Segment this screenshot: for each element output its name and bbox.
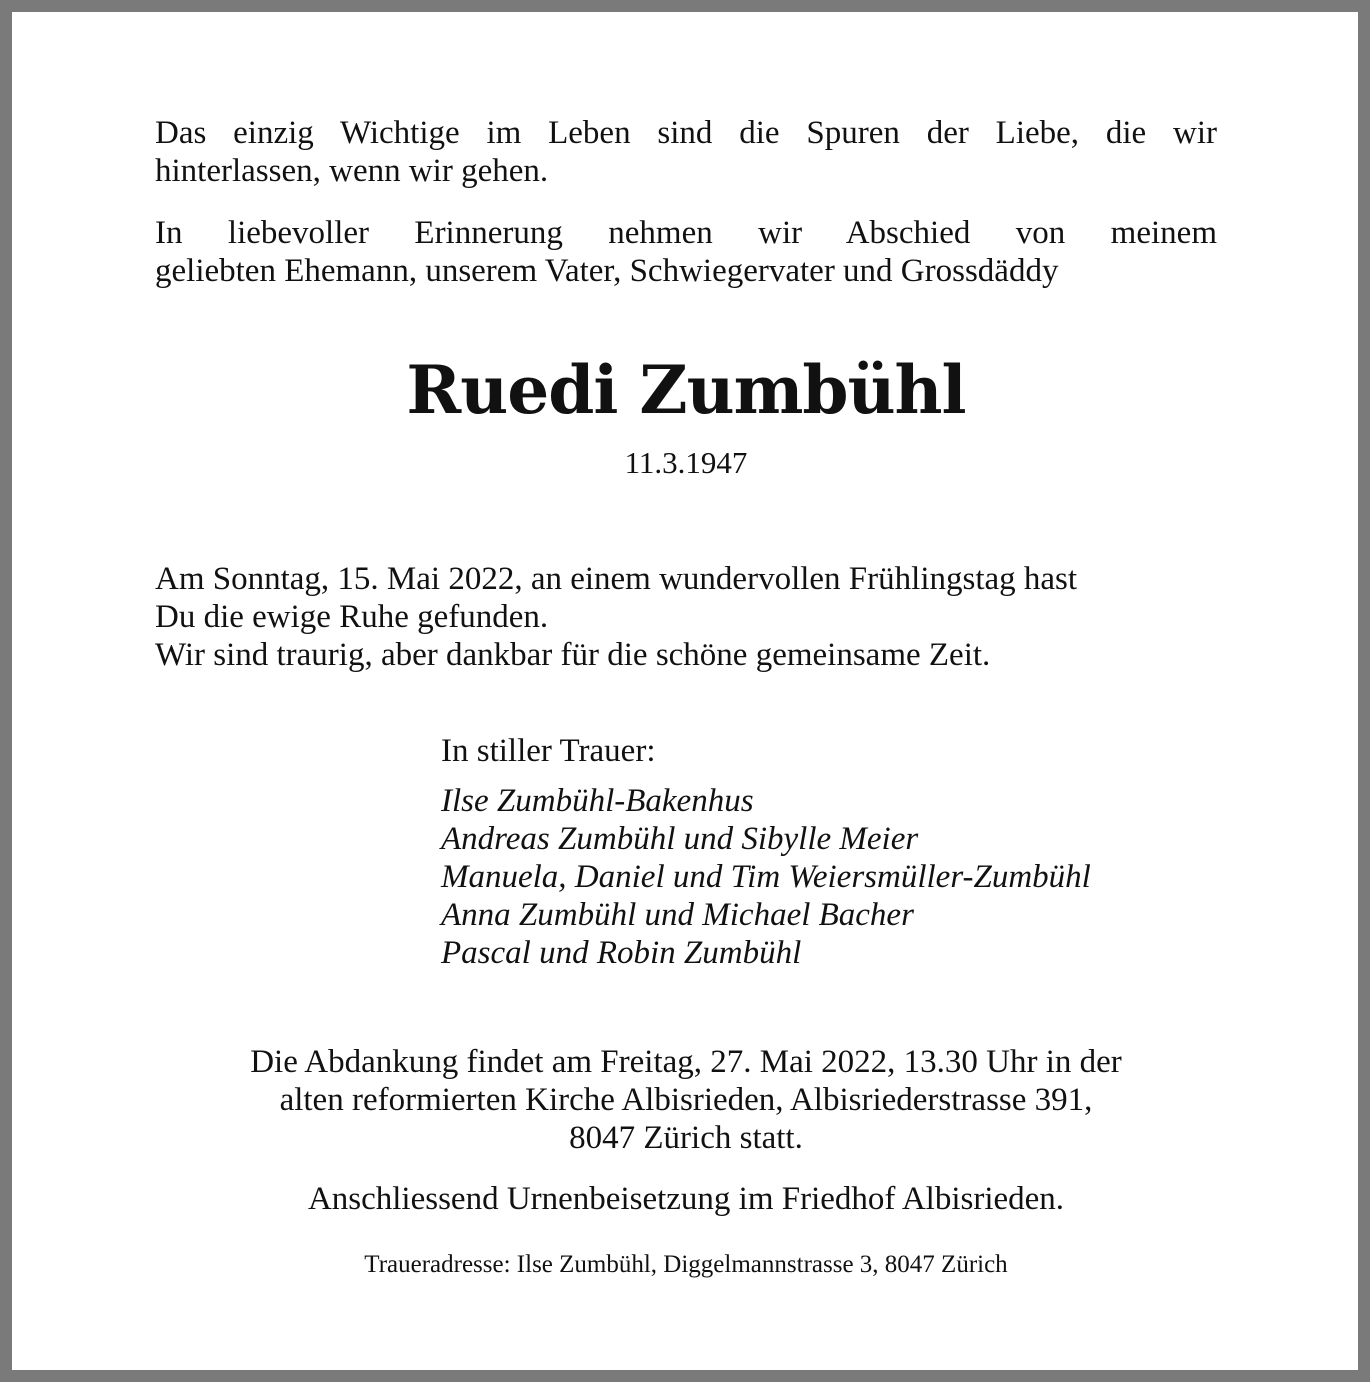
intro-text	[155, 214, 1217, 290]
mourner-name: Manuela, Daniel und Tim Weiersmüller-Zumbühl	[441, 859, 1091, 895]
birth-date: 11.3.1947	[624, 445, 748, 480]
mourner-name: Anna Zumbühl und Michael Bacher	[441, 897, 914, 933]
ceremony-line-3: 8047 Zürich statt.	[569, 1120, 803, 1156]
mourners-list	[441, 732, 1091, 972]
mourner-name: Pascal und Robin Zumbühl	[441, 935, 802, 971]
ceremony-info	[155, 1043, 1217, 1157]
mourner-name: Andreas Zumbühl und Sibylle Meier	[441, 821, 919, 857]
farewell-message	[155, 560, 1217, 674]
obituary-page	[12, 12, 1358, 1370]
intro-line-1: In liebevoller Erinnerung nehmen wir Abschied von meinem	[155, 215, 1217, 251]
mourner-name: Ilse Zumbühl-Bakenhus	[441, 783, 754, 819]
message-line-3: Wir sind traurig, aber dankbar für die schöne gemeinsame Zeit.	[155, 637, 991, 673]
motto-line-1: Das einzig Wichtige im Leben sind die Spuren der Liebe, die wir	[155, 115, 1217, 151]
burial-info: Anschliessend Urnenbeisetzung im Friedhof Albisrieden.	[307, 1181, 1065, 1217]
intro-line-2: geliebten Ehemann, unserem Vater, Schwiegervater und Grossdäddy	[155, 253, 1059, 289]
deceased-name: Ruedi Zumbühl	[406, 351, 966, 429]
mourners-heading: In stiller Trauer:	[441, 733, 656, 769]
message-line-1: Am Sonntag, 15. Mai 2022, an einem wundervollen Frühlingstag hast	[155, 561, 1078, 597]
ceremony-line-2: alten reformierten Kirche Albisrieden, Albisriederstrasse 391,	[279, 1082, 1093, 1118]
ceremony-line-1: Die Abdankung findet am Freitag, 27. Mai 2022, 13.30 Uhr in der	[250, 1044, 1122, 1080]
motto-quote	[155, 114, 1217, 190]
motto-line-2: hinterlassen, wenn wir gehen.	[155, 153, 549, 189]
mourning-address: Traueradresse: Ilse Zumbühl, Diggelmannstrasse 3, 8047 Zürich	[364, 1251, 1008, 1278]
message-line-2: Du die ewige Ruhe gefunden.	[155, 599, 549, 635]
